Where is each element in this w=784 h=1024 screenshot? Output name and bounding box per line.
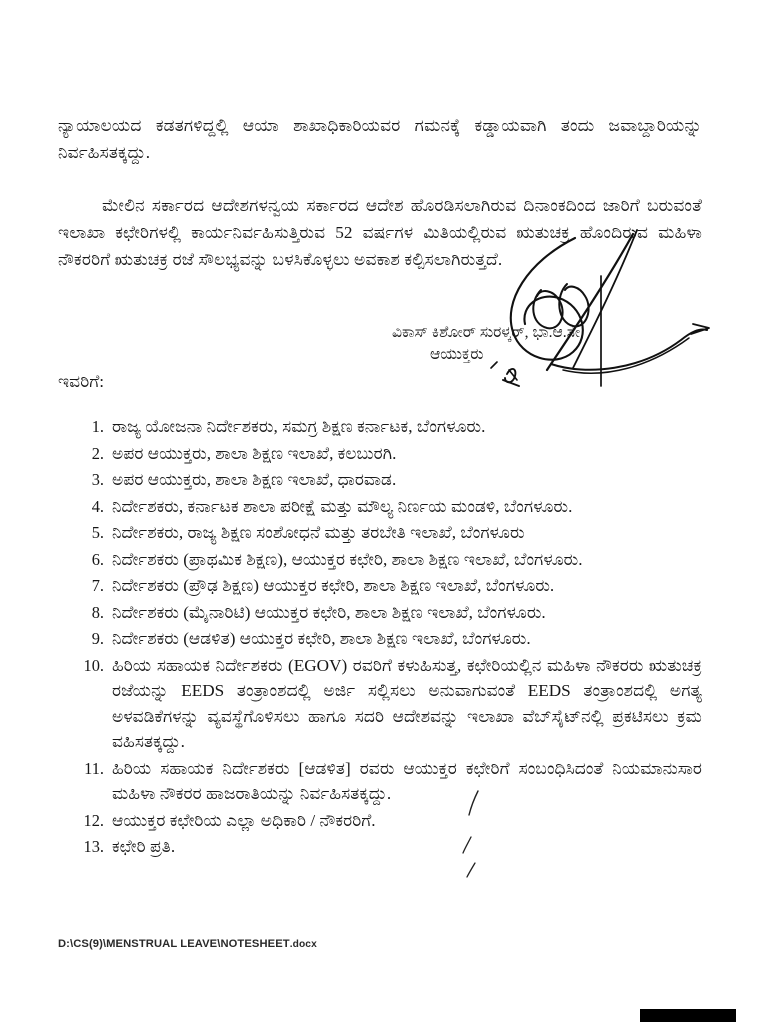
recipient-item-text: ಕಛೇರಿ ಪ್ರತಿ. (112, 837, 176, 856)
signatory-designation: ಆಯುಕ್ತರು (430, 346, 484, 363)
recipients-label: ಇವರಿಗೆ: (58, 372, 105, 391)
document-body (58, 112, 702, 273)
recipient-item-text: ಅಪರ ಆಯುಕ್ತರು, ಶಾಲಾ ಶಿಕ್ಷಣ ಇಲಾಖೆ, ಧಾರವಾಡ. (112, 470, 397, 489)
recipient-item-number: 12. (83, 810, 104, 830)
recipient-item-number: 3. (91, 470, 104, 489)
footer-path-main: D:\CS(9)\MENSTRUAL LEAVE\NOTESHEET (58, 938, 290, 950)
recipient-item (74, 834, 702, 860)
recipient-item-text: ನಿರ್ದೇಶಕರು, ರಾಜ್ಯ ಶಿಕ್ಷಣ ಸಂಶೋಧನೆ ಮತ್ತು ತರಬೇತಿ ಇಲಾಖೆ, ಬೆಂಗಳೂರು (112, 523, 525, 542)
recipient-item-text: ಅಪರ ಆಯುಕ್ತರು, ಶಾಲಾ ಶಿಕ್ಷಣ ಇಲಾಖೆ, ಕಲಬುರಗಿ. (112, 443, 397, 463)
recipient-item-number: 11. (84, 758, 104, 778)
recipient-item-number: 9. (91, 629, 104, 648)
signatory-block (392, 322, 722, 366)
recipient-item (74, 573, 702, 599)
recipient-item (74, 547, 702, 573)
paragraph-order-effect: ಮೇಲಿನ ಸರ್ಕಾರದ ಆದೇಶಗಳನ್ವಯ ಸರ್ಕಾರದ ಆದೇಶ ಹೊರಡಿಸಲಾಗಿರುವ ದಿನಾಂಕದಿಂದ ಜಾರಿಗೆ ಬರುವಂತೆ ಇಲಾಖಾ ಕಛೇರಿಗಳಲ್ಲಿ ಕಾರ್ಯನಿರ್ವಹಿಸುತ್ತಿರುವ 52 ವರ್ಷಗಳ ಮಿತಿಯಲ್ಲಿರುವ ಋತುಚಕ್ರ ಹೊಂದಿರುವ ಮಹಿಳಾ ನೌಕರರಿಗೆ ಋತುಚಕ್ರ ರಜೆ ಸೌಲಭ್ಯವನ್ನು ಬಳಸಿಕೊಳ್ಳಲು ಅವಕಾಶ ಕಲ್ಪಿಸಲಾಗಿರುತ್ತದೆ. (58, 196, 702, 269)
recipient-item-text: ನಿರ್ದೇಶಕರು (ಮೈನಾರಿಟಿ) ಆಯುಕ್ತರ ಕಛೇರಿ, ಶಾಲಾ ಶಿಕ್ಷಣ ಇಲಾಖೆ, ಬೆಂಗಳೂರು. (112, 602, 546, 622)
footer-path-extension: .docx (289, 939, 317, 950)
recipient-item-number: 6. (91, 549, 104, 569)
recipient-item (74, 626, 702, 652)
pen-tick-mark-icon (466, 862, 478, 878)
recipient-item (74, 808, 702, 834)
scan-artifact-bar (640, 1009, 736, 1022)
recipient-item-number: 8. (91, 602, 104, 622)
recipient-item (74, 653, 702, 755)
recipient-item-text: ಹಿರಿಯ ಸಹಾಯಕ ನಿರ್ದೇಶಕರು [ಆಡಳಿತ] ರವರು ಆಯುಕ್ತರ ಕಛೇರಿಗೆ ಸಂಬಂಧಿಸಿದಂತೆ ನಿಯಮಾನುಸಾರ ಮಹಿಳಾ ನೌಕರರ ಹಾಜರಾತಿಯನ್ನು ನಿರ್ವಹಿಸತಕ್ಕದ್ದು. (112, 758, 702, 803)
recipient-item-text: ನಿರ್ದೇಶಕರು (ಆಡಳಿತ) ಆಯುಕ್ತರ ಕಛೇರಿ, ಶಾಲಾ ಶಿಕ್ಷಣ ಇಲಾಖೆ, ಬೆಂಗಳೂರು. (112, 629, 531, 648)
recipient-item-text: ನಿರ್ದೇಶಕರು, ಕರ್ನಾಟಕ ಶಾಲಾ ಪರೀಕ್ಷೆ ಮತ್ತು ಮೌಲ್ಯ ನಿರ್ಣಯ ಮಂಡಳಿ, ಬೆಂಗಳೂರು. (112, 496, 573, 516)
recipient-item-number: 7. (91, 576, 104, 595)
recipient-item (74, 494, 702, 520)
signatory-name: ವಿಕಾಸ್ ಕಿಶೋರ್ ಸುರಳ್ಕರ್, ಭಾ.ಆ.ಸೇ, (392, 324, 584, 341)
recipient-item-number: 5. (91, 523, 104, 542)
recipient-item-text: ಆಯುಕ್ತರ ಕಛೇರಿಯ ಎಲ್ಲಾ ಅಧಿಕಾರಿ / ನೌಕರರಿಗೆ. (112, 810, 376, 830)
recipient-item-text: ಹಿರಿಯ ಸಹಾಯಕ ನಿರ್ದೇಶಕರು (EGOV) ರವರಿಗೆ ಕಳುಹಿಸುತ್ತ, ಕಛೇರಿಯಲ್ಲಿನ ಮಹಿಳಾ ನೌಕರರು ಋತುಚಕ್ರ ರಜೆಯನ್ನು EEDS ತಂತ್ರಾಂಶದಲ್ಲಿ ಅರ್ಜಿ ಸಲ್ಲಿಸಲು ಅನುವಾಗುವಂತೆ EEDS ತಂತ್ರಾಂಶದಲ್ಲಿ ಅಗತ್ಯ ಅಳವಡಿಕೆಗಳನ್ನು ವ್ಯವಸ್ಥೆಗೊಳಿಸಲು ಹಾಗೂ ಸದರಿ ಆದೇಶವನ್ನು ಇಲಾಖಾ ವೆಬ್‌ಸೈಟ್‌ನಲ್ಲಿ ಪ್ರಕಟಿಸಲು ಕ್ರಮ ವಹಿಸತಕ್ಕದ್ದು. (112, 655, 702, 751)
recipient-item (74, 414, 702, 440)
recipient-item-number: 13. (83, 837, 104, 856)
recipient-item (74, 467, 702, 493)
recipient-item (74, 600, 702, 626)
recipient-item (74, 520, 702, 546)
recipient-item-text: ರಾಜ್ಯ ಯೋಜನಾ ನಿರ್ದೇಶಕರು, ಸಮಗ್ರ ಶಿಕ್ಷಣ ಕರ್ನಾಟಕ, ಬೆಂಗಳೂರು. (112, 417, 486, 436)
paragraph-continuation: ನ್ಯಾಯಾಲಯದ ಕಡತಗಳಿದ್ದಲ್ಲಿ ಆಯಾ ಶಾಖಾಧಿಕಾರಿಯವರ ಗಮನಕ್ಕೆ ಕಡ್ಡಾಯವಾಗಿ ತಂದು ಜವಾಬ್ದಾರಿಯನ್ನು ನಿರ್ವಹಿಸತಕ್ಕದ್ದು. (58, 116, 702, 162)
recipient-item (74, 441, 702, 467)
footer-file-path (58, 938, 317, 950)
recipient-item-number: 2. (91, 443, 104, 463)
recipient-item-text: ನಿರ್ದೇಶಕರು (ಪ್ರೌಢ ಶಿಕ್ಷಣ) ಆಯುಕ್ತರ ಕಛೇರಿ, ಶಾಲಾ ಶಿಕ್ಷಣ ಇಲಾಖೆ, ಬೆಂಗಳೂರು. (112, 576, 555, 595)
recipient-item-number: 10. (83, 655, 104, 675)
recipient-item-number: 4. (91, 496, 104, 516)
recipient-item (74, 756, 702, 807)
recipient-item-text: ನಿರ್ದೇಶಕರು (ಪ್ರಾಥಮಿಕ ಶಿಕ್ಷಣ), ಆಯುಕ್ತರ ಕಛೇರಿ, ಶಾಲಾ ಶಿಕ್ಷಣ ಇಲಾಖೆ, ಬೆಂಗಳೂರು. (112, 549, 583, 569)
recipient-item-number: 1. (91, 417, 104, 436)
recipients-list (74, 414, 702, 861)
